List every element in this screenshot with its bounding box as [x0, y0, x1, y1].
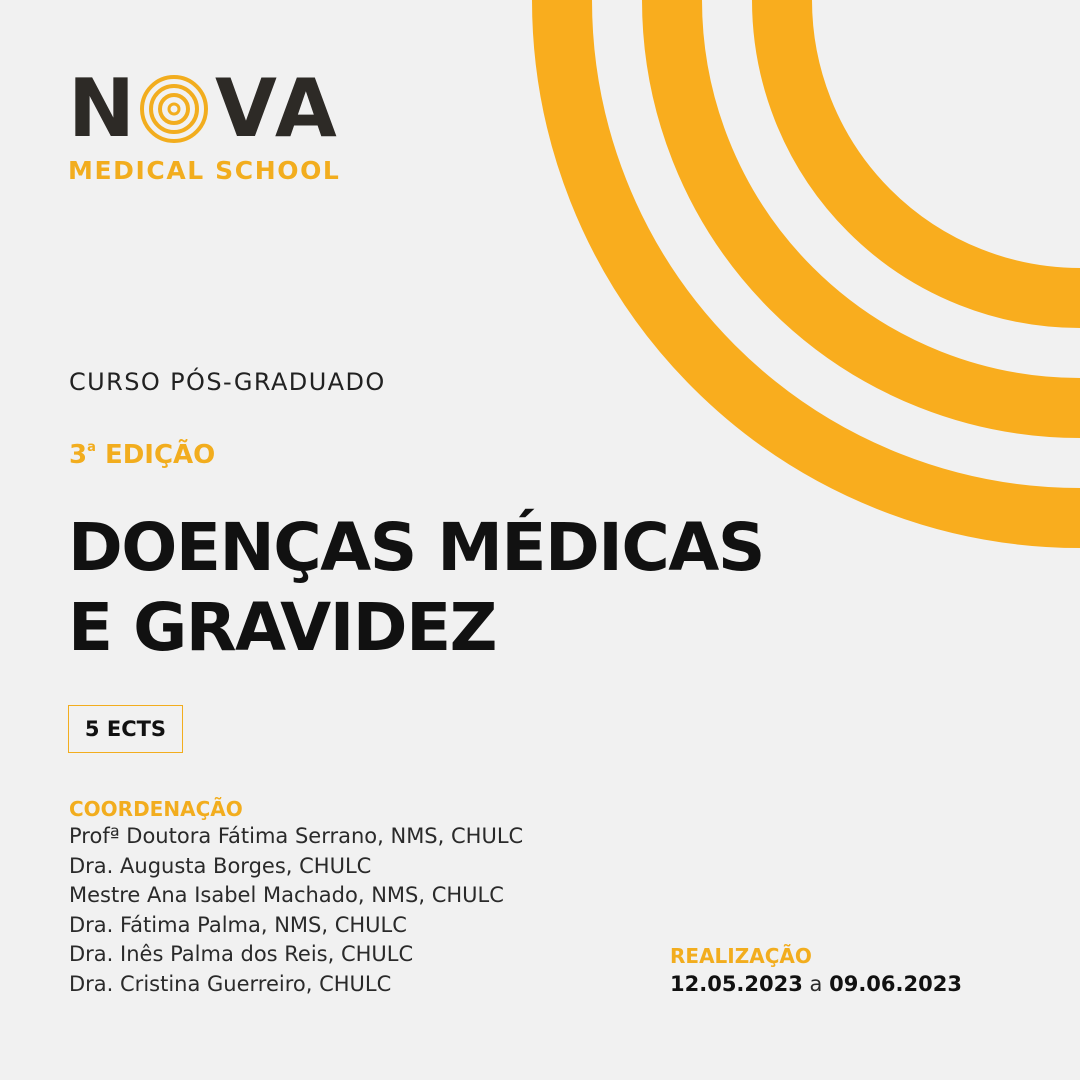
- edition-ordinal: a: [87, 440, 96, 455]
- list-item: Mestre Ana Isabel Machado, NMS, CHULC: [69, 883, 504, 907]
- logo-letter-a: A: [274, 62, 335, 155]
- end-date: 09.06.2023: [829, 972, 962, 996]
- course-title-line-1: DOENÇAS MÉDICAS: [68, 509, 764, 586]
- logo-letter-n: N: [68, 62, 133, 155]
- course-title: [68, 508, 828, 668]
- edition-label: [69, 440, 215, 470]
- list-item: Dra. Augusta Borges, CHULC: [69, 853, 372, 878]
- coordination-section: [69, 796, 629, 999]
- schedule-label: REALIZAÇÃO: [670, 944, 812, 968]
- logo-wordmark: [68, 62, 353, 155]
- start-date: 12.05.2023: [670, 972, 803, 996]
- list-item: Profª Doutora Fátima Serrano, NMS, CHULC: [69, 824, 524, 848]
- coordination-label: COORDENAÇÃO: [69, 797, 243, 821]
- edition-number: 3: [69, 440, 88, 470]
- course-title-line-2: E GRAVIDEZ: [68, 589, 497, 666]
- schedule-range: [670, 969, 962, 999]
- schedule-section: [670, 943, 962, 999]
- course-type: CURSO PÓS-GRADUADO: [69, 368, 386, 396]
- edition-word: EDIÇÃO: [104, 440, 216, 470]
- coordination-list: [69, 822, 629, 999]
- list-item: Dra. Inês Palma dos Reis, CHULC: [69, 942, 414, 966]
- logo-rings-icon: [139, 74, 209, 144]
- ects-badge: 5 ECTS: [68, 705, 183, 753]
- logo-letter-v: V: [214, 62, 275, 155]
- list-item: Dra. Fátima Palma, NMS, CHULC: [69, 912, 407, 937]
- date-connector: a: [809, 972, 823, 996]
- list-item: Dra. Cristina Guerreiro, CHULC: [69, 971, 392, 996]
- nova-logo: [68, 62, 353, 185]
- logo-subtitle: MEDICAL SCHOOL: [68, 156, 341, 185]
- arc-inner: [782, 0, 1080, 298]
